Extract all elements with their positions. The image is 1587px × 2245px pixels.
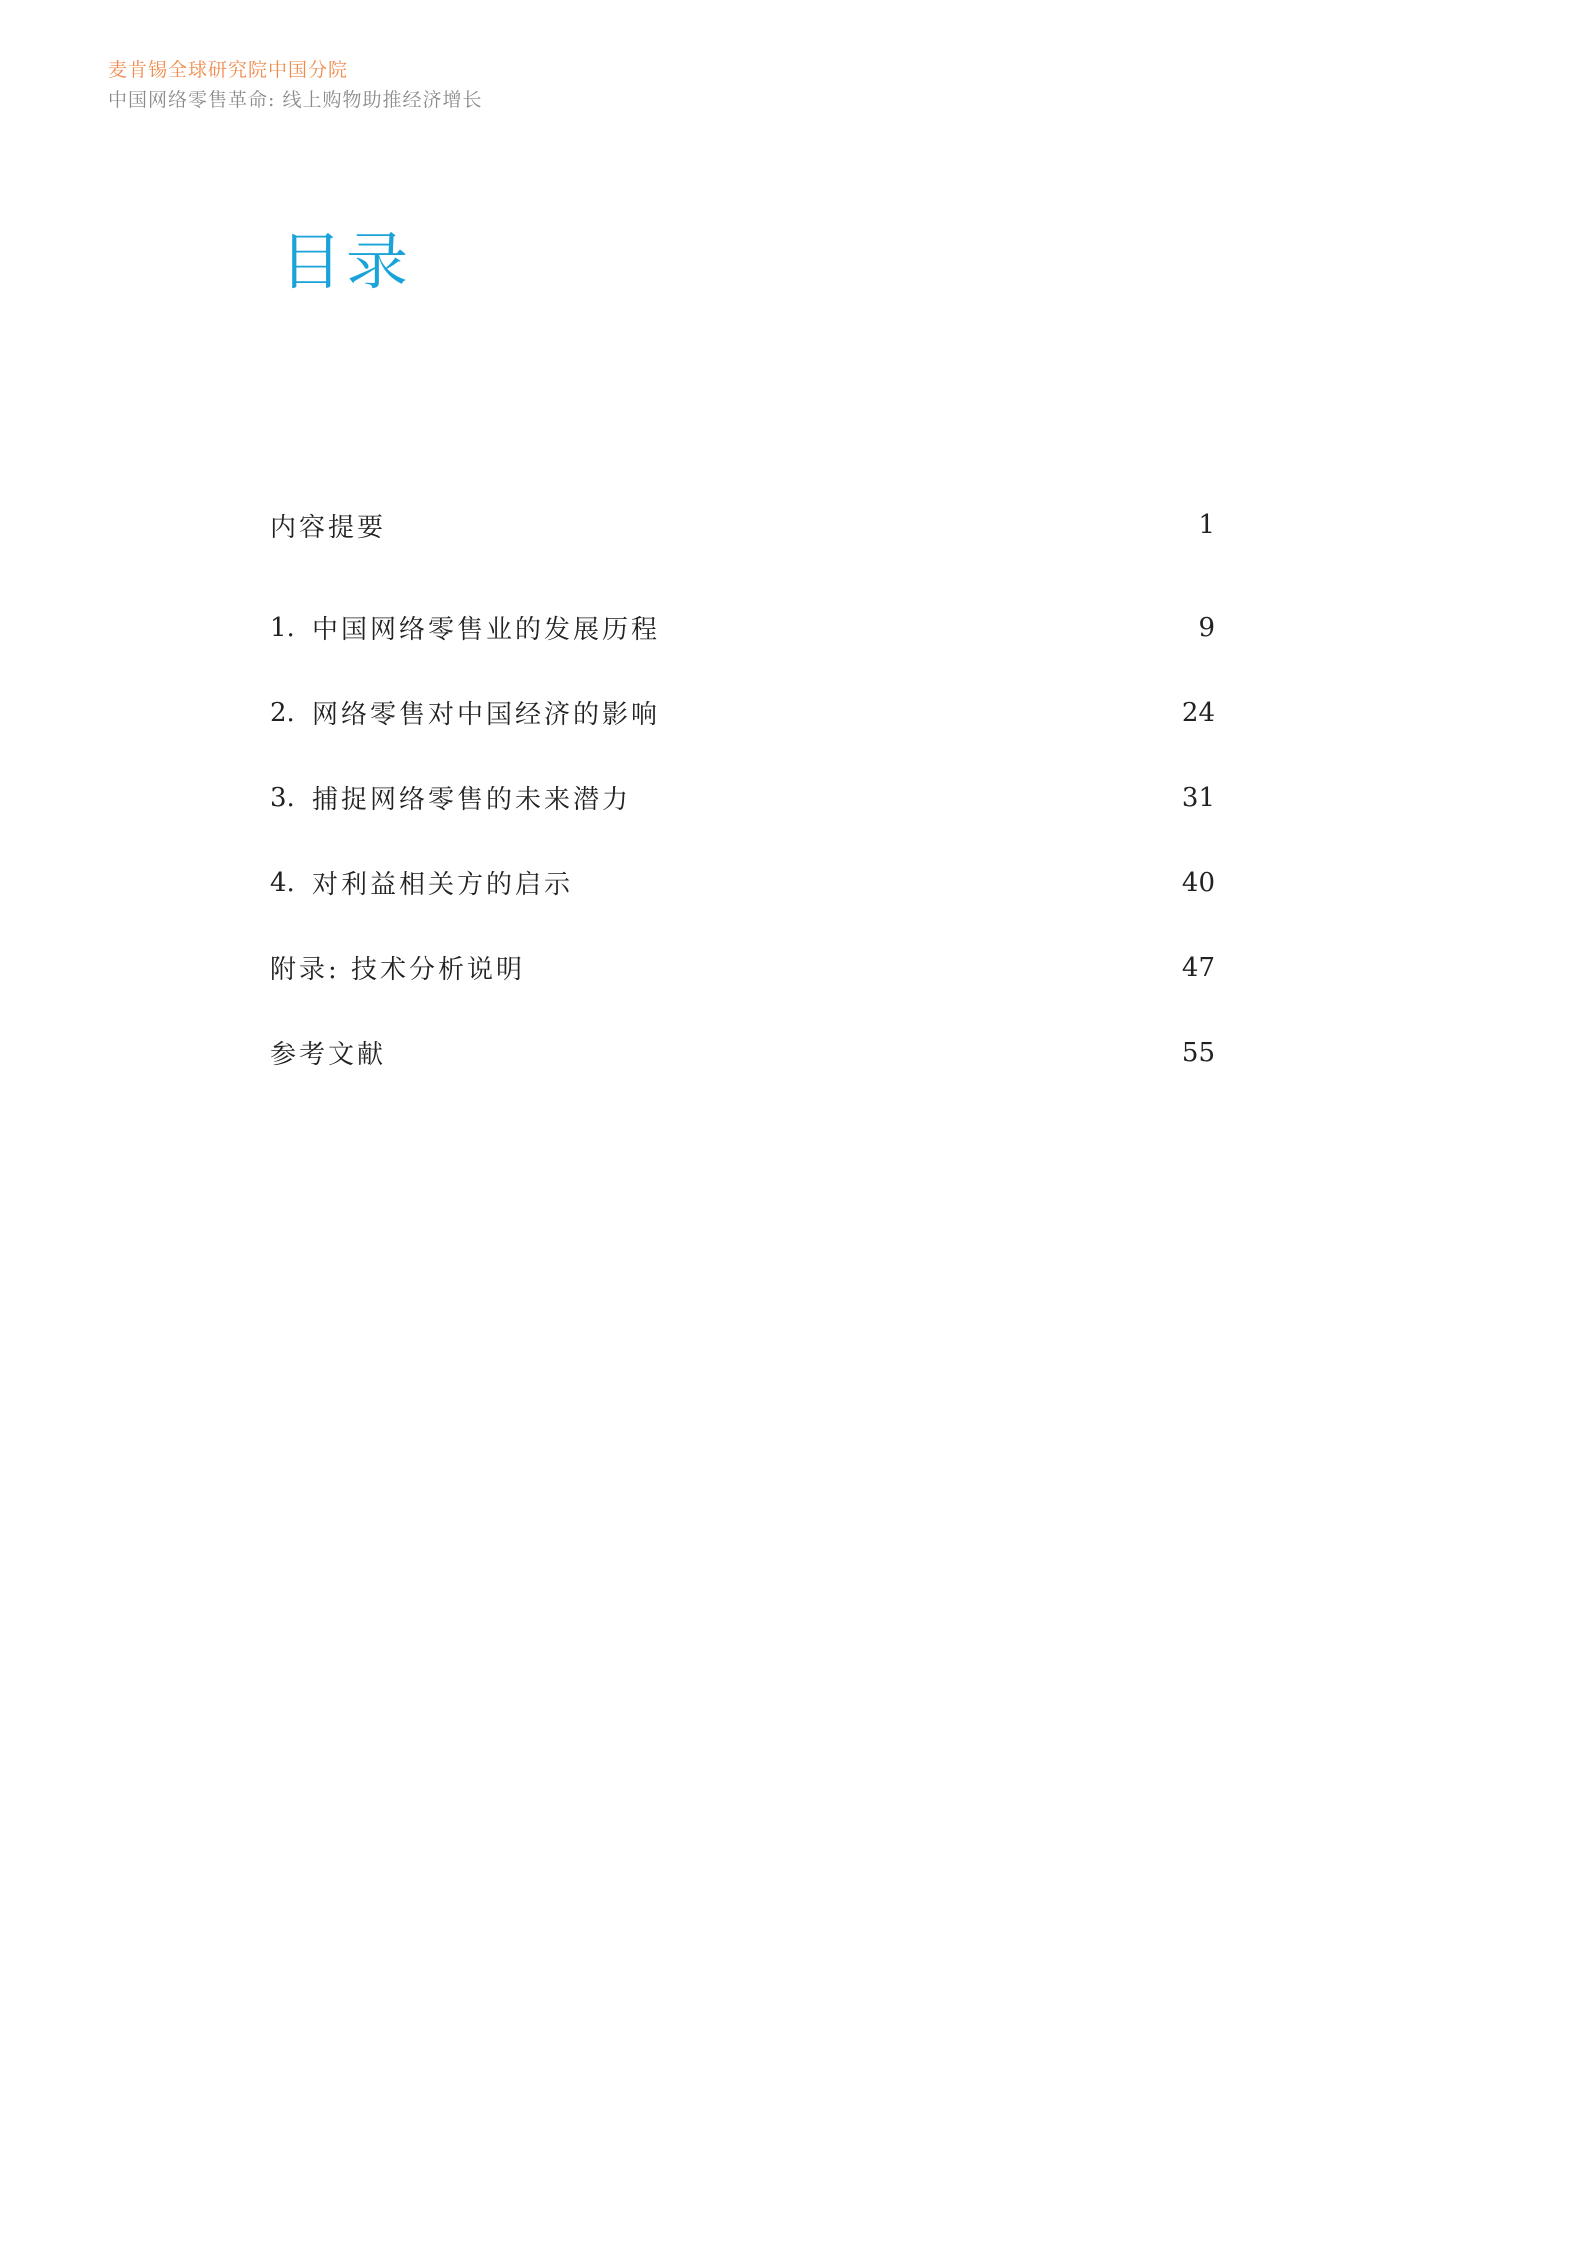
toc-entry-label: 中国网络零售业的发展历程 (312, 615, 661, 645)
toc-entry-left (270, 609, 660, 646)
toc-entry-left (270, 779, 631, 816)
toc-entry-label: 对利益相关方的启示 (312, 870, 574, 900)
toc-entry-label: 网络零售对中国经济的影响 (312, 700, 661, 730)
toc-entry-page: 40 (1181, 867, 1215, 898)
toc-entry-label: 附录: 技术分析说明 (270, 955, 526, 985)
toc-entry-left (270, 507, 386, 544)
header-organization: 麦肯锡全球研究院中国分院 (108, 59, 349, 81)
toc-entry-page: 24 (1181, 697, 1215, 728)
toc-entry-page: 31 (1181, 782, 1215, 813)
toc-entry-left (270, 694, 660, 731)
toc-entry-label: 内容提要 (270, 512, 387, 543)
toc-entry-left (270, 949, 525, 986)
toc-entry-chapter-1[interactable] (270, 585, 1215, 670)
toc-entry-summary[interactable] (270, 500, 1215, 550)
toc-entry-page: 9 (1198, 612, 1215, 643)
header-report-title: 中国网络零售革命: 线上购物助推经济增长 (108, 89, 483, 111)
toc-entry-appendix[interactable] (270, 925, 1215, 1010)
toc-title: 目录 (280, 225, 413, 298)
toc-entry-label: 参考文献 (270, 1040, 387, 1070)
toc-entry-number: 3. (270, 782, 295, 813)
toc-entry-page: 1 (1198, 510, 1215, 540)
toc-entry-number: 2. (270, 697, 295, 728)
toc-entry-left (270, 864, 573, 901)
toc-entry-number: 1. (270, 612, 295, 643)
toc-entry-page: 47 (1181, 952, 1215, 983)
toc-entry-label: 捕捉网络零售的未来潜力 (312, 785, 632, 815)
page-header (108, 56, 482, 114)
toc-entry-number: 4. (270, 867, 295, 898)
toc-list (270, 500, 1215, 1095)
toc-entry-chapter-2[interactable] (270, 670, 1215, 755)
toc-entry-chapter-3[interactable] (270, 755, 1215, 840)
toc-entry-references[interactable] (270, 1010, 1215, 1095)
toc-entry-chapter-4[interactable] (270, 840, 1215, 925)
toc-entry-left (270, 1034, 386, 1071)
toc-entry-page: 55 (1181, 1037, 1215, 1068)
